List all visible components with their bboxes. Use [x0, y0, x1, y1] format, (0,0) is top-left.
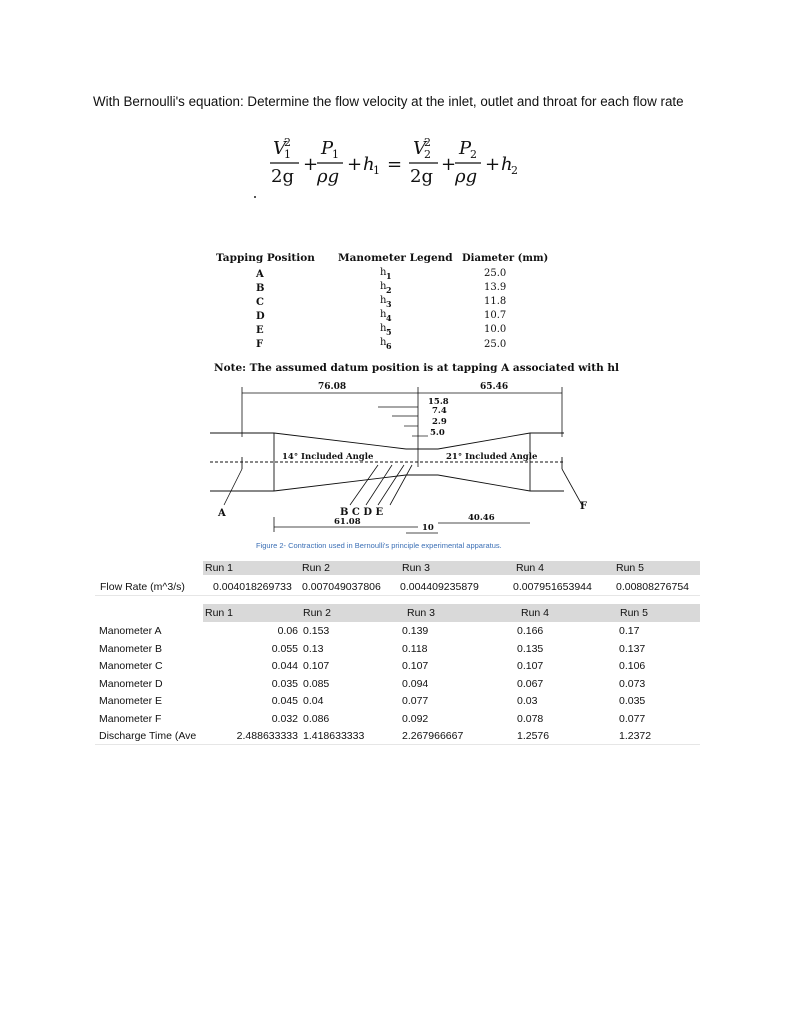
hdr-tapping: Tapping Position — [216, 252, 315, 264]
man-header-run2: Run 2 — [303, 607, 332, 619]
flow-header-run2: Run 2 — [302, 562, 331, 574]
tap-c: C — [256, 297, 264, 308]
eq-v1-sub: 1 — [284, 148, 291, 161]
dim-2-9: 2.9 — [432, 417, 447, 427]
man-row-c-run3: 0.107 — [402, 660, 429, 672]
eq-p2: P — [459, 138, 472, 159]
eq-rhog-b: ρg — [455, 166, 478, 187]
man-h4: h — [380, 309, 387, 320]
man-h1-sub: 1 — [386, 271, 392, 281]
eq-2g-b: 2g — [410, 166, 433, 187]
man-row-b-run5: 0.137 — [619, 642, 646, 655]
eq-p2-sub: 2 — [470, 148, 477, 161]
man-row-e-label: Manometer E — [99, 695, 163, 707]
dim-15-8: 15.8 — [428, 397, 449, 407]
eq-p1-sub: 1 — [332, 148, 339, 161]
bernoulli-equation — [265, 134, 555, 194]
dia-e: 10.0 — [484, 324, 507, 335]
man-row-a-run4: 0.166 — [517, 625, 544, 637]
flow-header-run1: Run 1 — [205, 562, 234, 574]
man-h2-sub: 2 — [386, 285, 392, 295]
flow-header-run3: Run 3 — [402, 562, 431, 574]
flow-run1: 0.004018269733 — [213, 581, 292, 593]
man-row-e-run3: 0.077 — [402, 695, 429, 707]
man-header-run3: Run 3 — [407, 607, 436, 619]
man-h6-sub: 6 — [386, 341, 392, 351]
manometer-table — [95, 604, 700, 746]
eq-v2: V — [413, 138, 426, 159]
dia-a: 25.0 — [484, 268, 507, 279]
dim-left: 76.08 — [318, 382, 347, 392]
man-row-d-run1: 0.035 — [271, 677, 298, 690]
man-row-d-run5: 0.073 — [619, 677, 646, 690]
man-row-c-run2: 0.107 — [303, 660, 330, 672]
man-row-c-run4: 0.107 — [517, 660, 544, 672]
eq-p1: P — [321, 138, 334, 159]
eq-plus-3: + — [441, 154, 457, 175]
man-row-f-run2: 0.086 — [303, 712, 330, 725]
eq-v1: V — [273, 138, 286, 159]
man-row-b-run2: 0.13 — [303, 642, 324, 655]
eq-h2: h — [501, 154, 513, 175]
man-row-time-run3: 2.267966667 — [402, 730, 464, 742]
eq-v2-sq: 2 — [424, 136, 431, 149]
man-header-run5: Run 5 — [620, 607, 649, 619]
eq-plus-1: + — [303, 154, 319, 175]
dim-7-4: 7.4 — [432, 406, 447, 416]
tap-b: B — [256, 283, 265, 294]
man-row-a-run5: 0.17 — [619, 625, 640, 637]
man-row-c-label: Manometer C — [99, 660, 163, 672]
flow-run3: 0.004409235879 — [400, 581, 479, 593]
figure-caption: Figure 2- Contraction used in Bernoulli's principle experimental apparatus. — [256, 541, 502, 550]
angle-right: 21° Included Angle — [446, 452, 538, 462]
flow-header-run4: Run 4 — [516, 562, 545, 574]
man-h5: h — [380, 323, 387, 334]
eq-plus-2: + — [347, 154, 363, 175]
hdr-manometer: Manometer Legend — [338, 252, 453, 264]
man-row-f-run3: 0.092 — [402, 712, 429, 725]
man-row-e-run4: 0.03 — [517, 695, 538, 707]
man-row-b-run1: 0.055 — [271, 642, 298, 655]
man-h1: h — [380, 267, 387, 278]
venturi-figure — [206, 247, 620, 552]
flow-row-label: Flow Rate (m^3/s) — [100, 581, 185, 593]
man-row-b-label: Manometer B — [99, 642, 163, 655]
tap-a: A — [256, 269, 264, 280]
tap-d: D — [256, 311, 265, 322]
man-row-a-run1: 0.06 — [277, 625, 298, 637]
man-bottom-line — [95, 744, 700, 745]
man-h4-sub: 4 — [386, 313, 392, 323]
label-a: A — [218, 508, 226, 519]
man-row-f-run1: 0.032 — [271, 712, 298, 725]
flow-header-run5: Run 5 — [616, 562, 645, 574]
dia-c: 11.8 — [484, 296, 507, 307]
label-f: F — [580, 501, 588, 512]
flow-rate-table — [95, 561, 700, 601]
datum-note: Note: The assumed datum position is at tapping A associated with hl — [214, 362, 620, 374]
man-h5-sub: 5 — [386, 327, 392, 337]
man-header-run4: Run 4 — [521, 607, 550, 619]
man-row-f-run5: 0.077 — [619, 712, 646, 725]
angle-left: 14° Included Angle — [282, 452, 374, 462]
eq-rhog-a: ρg — [317, 166, 340, 187]
man-h6: h — [380, 337, 387, 348]
eq-h1: h — [363, 154, 375, 175]
man-row-d-run3: 0.094 — [402, 677, 429, 690]
hdr-diameter: Diameter (mm) — [462, 253, 549, 264]
man-row-a-run2: 0.153 — [303, 625, 330, 637]
eq-v2-sub: 2 — [424, 148, 431, 161]
eq-equals: = — [387, 154, 403, 175]
man-h2: h — [380, 281, 387, 292]
man-row-time-label: Discharge Time (Ave — [99, 730, 197, 742]
stray-dot — [254, 196, 256, 198]
dim-61: 61.08 — [334, 517, 361, 527]
man-row-time-run4: 1.2576 — [517, 730, 550, 742]
tap-e: E — [256, 325, 264, 336]
eq-h2-sub: 2 — [511, 164, 518, 177]
man-row-f-run4: 0.078 — [517, 712, 544, 725]
man-row-time-run1: 2.488633333 — [236, 730, 298, 742]
tap-f: F — [256, 339, 264, 350]
man-row-time-run5: 1.2372 — [619, 730, 652, 742]
eq-h1-sub: 1 — [373, 164, 380, 177]
dia-f: 25.0 — [484, 339, 507, 350]
flow-row-line — [95, 595, 700, 596]
dim-10: 10 — [422, 523, 434, 533]
man-row-time-run2: 1.418633333 — [303, 730, 365, 742]
man-row-f-label: Manometer F — [99, 712, 162, 725]
man-row-e-run5: 0.035 — [619, 695, 646, 707]
flow-run5: 0.00808276754 — [616, 581, 689, 593]
flow-run2: 0.007049037806 — [302, 581, 381, 593]
dim-5-0: 5.0 — [430, 428, 445, 438]
man-row-d-run4: 0.067 — [517, 677, 544, 690]
dia-d: 10.7 — [484, 310, 507, 321]
intro-paragraph: With Bernoulli's equation: Determine the flow velocity at the inlet, outlet and throat for each flow rate — [93, 94, 684, 109]
dim-40: 40.46 — [468, 513, 495, 523]
eq-plus-4: + — [485, 154, 501, 175]
man-row-e-run1: 0.045 — [271, 695, 298, 707]
man-row-b-run3: 0.118 — [402, 642, 428, 655]
dia-b: 13.9 — [484, 282, 507, 293]
eq-v1-sq: 2 — [284, 136, 291, 149]
eq-2g-a: 2g — [271, 166, 294, 187]
flow-run4: 0.007951653944 — [513, 581, 592, 593]
man-row-a-label: Manometer A — [99, 625, 162, 637]
man-h3: h — [380, 295, 387, 306]
man-row-e-run2: 0.04 — [303, 695, 324, 707]
dim-right: 65.46 — [480, 382, 509, 392]
man-header-run1: Run 1 — [205, 607, 234, 619]
man-row-a-run3: 0.139 — [402, 625, 429, 637]
man-h3-sub: 3 — [386, 299, 392, 309]
man-row-c-run5: 0.106 — [619, 660, 646, 672]
man-row-d-label: Manometer D — [99, 677, 163, 690]
man-row-b-run4: 0.135 — [517, 642, 544, 655]
label-bcde: B C D E — [340, 507, 384, 518]
man-row-d-run2: 0.085 — [303, 677, 330, 690]
man-row-c-run1: 0.044 — [271, 660, 298, 672]
